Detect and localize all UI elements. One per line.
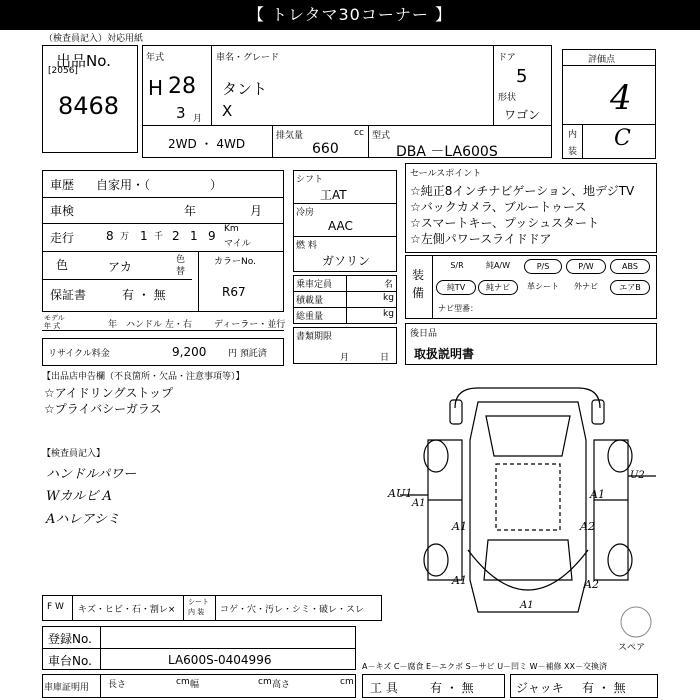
color-no-label: カラーNo. — [214, 257, 256, 267]
ac-value: AAC — [328, 219, 353, 233]
rear-window — [484, 540, 572, 580]
lot-label: 出品No. — [56, 52, 111, 70]
left-mirror — [450, 400, 462, 424]
year-era: H — [148, 76, 164, 100]
car-grade: X — [222, 102, 233, 120]
recycle-value: 9,200 — [172, 345, 207, 359]
warranty-label: 保証書 — [50, 288, 87, 302]
model-name-label: 車名・グレード — [216, 53, 280, 63]
shift-value: 工AT — [320, 188, 347, 202]
model-year-label-1: モデル — [44, 314, 65, 322]
year-month-unit: 月 — [193, 114, 203, 124]
cert-height: 高さ — [272, 680, 291, 690]
spare-tire-icon — [618, 604, 654, 640]
shift-label: シフト — [296, 175, 324, 185]
equip-airbag: エアB — [610, 280, 650, 295]
mileage-unit-km: Km — [224, 224, 239, 234]
equip-tv: 純TV — [436, 280, 476, 295]
handle: ハンドル 左・右 — [126, 320, 192, 330]
car-damage-diagram — [400, 380, 660, 630]
equip-pw: P/W — [566, 259, 606, 274]
equip-sr: S/R — [450, 261, 464, 270]
evaluation-score: 4 — [610, 78, 632, 118]
year-value: 28 — [168, 74, 196, 99]
door-value: 5 — [516, 66, 528, 87]
year-month: 3 — [176, 104, 186, 122]
color-no-value: R67 — [222, 285, 246, 299]
model-code-label: 型式 — [372, 131, 391, 141]
history-label: 車歴 — [50, 178, 75, 192]
evaluation-label: 評価点 — [588, 55, 616, 65]
seat-label-2: 内 装 — [188, 608, 205, 616]
cert-unit-1: cm — [176, 677, 190, 687]
left-side — [428, 440, 462, 580]
sales-point-2: ☆バックカメラ、ブルートゥース — [410, 200, 587, 214]
damage-mark-7: A1 — [520, 600, 534, 611]
docs-day: 日 — [380, 353, 390, 363]
declaration-item-1: ☆アイドリングストップ — [44, 386, 173, 400]
tools-label: 工 具 — [370, 681, 398, 695]
damage-mark-au1: AU1 — [388, 487, 413, 500]
seat-label-1: シート — [188, 598, 209, 606]
cert-label: 車庫証明用 — [44, 683, 90, 693]
inspection-month-unit: 月 — [250, 204, 263, 218]
top-note: （検査員記入）対応用紙 — [44, 34, 144, 44]
cert-unit-3: cm — [340, 677, 354, 687]
equipment-label-2: 備 — [412, 286, 425, 300]
mileage-d5: 9 — [208, 229, 216, 243]
sales-point-1: ☆純正8インチナビゲーション、地デジTV — [410, 184, 635, 198]
fuel-value: ガソリン — [322, 254, 371, 268]
drive-type: 2WD ・ 4WD — [168, 137, 246, 151]
header-title: 【 トレタマ30コーナー 】 — [248, 5, 452, 24]
mileage-u2: 千 — [154, 232, 164, 242]
load-label: 積載量 — [296, 296, 324, 306]
displacement-label: 排気量 — [276, 131, 304, 141]
mileage-d3: 2 — [172, 229, 180, 243]
chassis-label: 車台No. — [48, 654, 92, 668]
inspector-note-1: ハンドルパワー — [46, 467, 137, 482]
damage-mark-2: A1 — [590, 488, 605, 501]
mileage-unit-mile: マイル — [224, 239, 251, 249]
spare-label: スペア — [618, 643, 646, 653]
color-value: アカ — [108, 260, 132, 274]
damage-mark-4: A1 — [452, 574, 467, 587]
roof — [496, 464, 560, 530]
equip-navi: 純ナビ — [478, 280, 518, 295]
warranty-value: 有 ・ 無 — [122, 288, 166, 302]
cert-width: 幅 — [190, 680, 200, 690]
shape-label: 形状 — [498, 93, 517, 103]
right-side — [594, 440, 628, 580]
recycle-label: リサイクル料金 — [48, 349, 110, 359]
windshield — [486, 416, 570, 456]
mileage-label: 走行 — [50, 231, 75, 245]
capacity-label: 乗車定員 — [296, 280, 333, 290]
capacity-unit: 名 — [384, 280, 394, 290]
sales-point-3: ☆スマートキー、プッシュスタート — [410, 216, 599, 230]
cert-length: 長さ — [108, 680, 127, 690]
gross-label: 総重量 — [296, 312, 324, 322]
displacement-value: 660 — [312, 141, 339, 157]
fw-text: キズ・ヒビ・石・割レ× — [78, 605, 176, 615]
lot-stamp: [2056] — [48, 66, 78, 76]
inspection-label: 車検 — [50, 204, 75, 218]
color-label: 色 — [56, 258, 69, 272]
door-label: ドア — [498, 53, 516, 63]
lot-number: 8468 — [58, 92, 120, 120]
color-change-2: 替 — [176, 267, 186, 277]
damage-mark-3: A2 — [580, 520, 595, 533]
seat-text: コゲ・穴・汚レ・シミ・破レ・スレ — [220, 605, 365, 615]
chassis-value: LA600S-0404996 — [168, 653, 272, 667]
jack-value: 有 ・ 無 — [582, 681, 626, 695]
year-label: 年式 — [146, 53, 165, 63]
mileage-d4: 1 — [190, 229, 198, 243]
ac-label: 冷房 — [296, 208, 315, 218]
accessories-value: 取扱説明書 — [414, 347, 475, 361]
interior-label-2: 装 — [568, 147, 578, 157]
recycle-unit: 円 預託済 — [228, 349, 267, 359]
equip-abs: ABS — [610, 259, 650, 274]
mileage-u1: 万 — [120, 232, 130, 242]
sales-points-label: セールスポイント — [410, 169, 482, 179]
navi-model: ナビ型番： — [438, 304, 478, 313]
history-value: 自家用・（ ） — [96, 178, 223, 192]
right-mirror — [592, 400, 604, 424]
model-year-unit: 年 — [108, 320, 118, 330]
color-change-1: 色 — [176, 255, 186, 265]
jack-label: ジャッキ — [516, 681, 564, 695]
equip-aw: 純A/W — [485, 261, 511, 270]
inspection-year-unit: 年 — [184, 204, 197, 218]
damage-mark-1: A1 — [452, 520, 467, 533]
mileage-d1: 8 — [106, 229, 114, 243]
dealer: ディーラー・並行 — [214, 320, 286, 330]
gross-unit: kg — [383, 309, 394, 319]
inspector-note-3: Aハレアシミ — [46, 512, 120, 527]
displacement-unit: cc — [354, 128, 364, 138]
equipment-label-1: 装 — [412, 268, 425, 282]
inspector-note-2: Wカルビ A — [46, 489, 112, 504]
docs-label: 書類期限 — [296, 332, 333, 342]
interior-label-1: 内 — [568, 130, 578, 140]
fuel-label: 燃 料 — [296, 241, 317, 251]
damage-mark-5: A2 — [584, 578, 599, 591]
inspector-label: 【検査員記入】 — [42, 449, 106, 459]
interior-score: C — [614, 126, 631, 151]
shape-value: ワゴン — [504, 108, 541, 122]
docs-month: 月 — [340, 353, 350, 363]
mileage-d2: 1 — [140, 229, 148, 243]
declaration-item-2: ☆プライバシーガラス — [44, 402, 162, 416]
declaration-label: 【出品店申告欄（不良箇所・欠品・注意事項等）】 — [42, 372, 245, 382]
car-name: タント — [222, 80, 268, 98]
model-year-label-2: 年 式 — [44, 322, 61, 330]
sales-point-4: ☆左側パワースライドドア — [410, 232, 552, 246]
damage-mark-u2: U2 — [630, 470, 645, 481]
equip-leather: 革シート — [527, 282, 559, 291]
model-code-value: DBA －LA600S — [396, 144, 498, 160]
equip-ps: P/S — [524, 259, 562, 274]
equip-ext-navi: 外ナビ — [574, 282, 598, 291]
damage-mark-6: A1 — [412, 498, 426, 509]
fw-label: F W — [47, 602, 64, 612]
page-header — [0, 0, 700, 30]
load-unit: kg — [383, 293, 394, 303]
tools-value: 有 ・ 無 — [430, 681, 474, 695]
accessories-label: 後日品 — [410, 329, 438, 339]
registration-label: 登録No. — [48, 632, 92, 646]
cert-unit-2: cm — [258, 677, 272, 687]
damage-legend: A－キズ C－腐食 E－エクボ S－サビ U－凹ミ W－補修 XX－交換済 — [362, 662, 608, 671]
